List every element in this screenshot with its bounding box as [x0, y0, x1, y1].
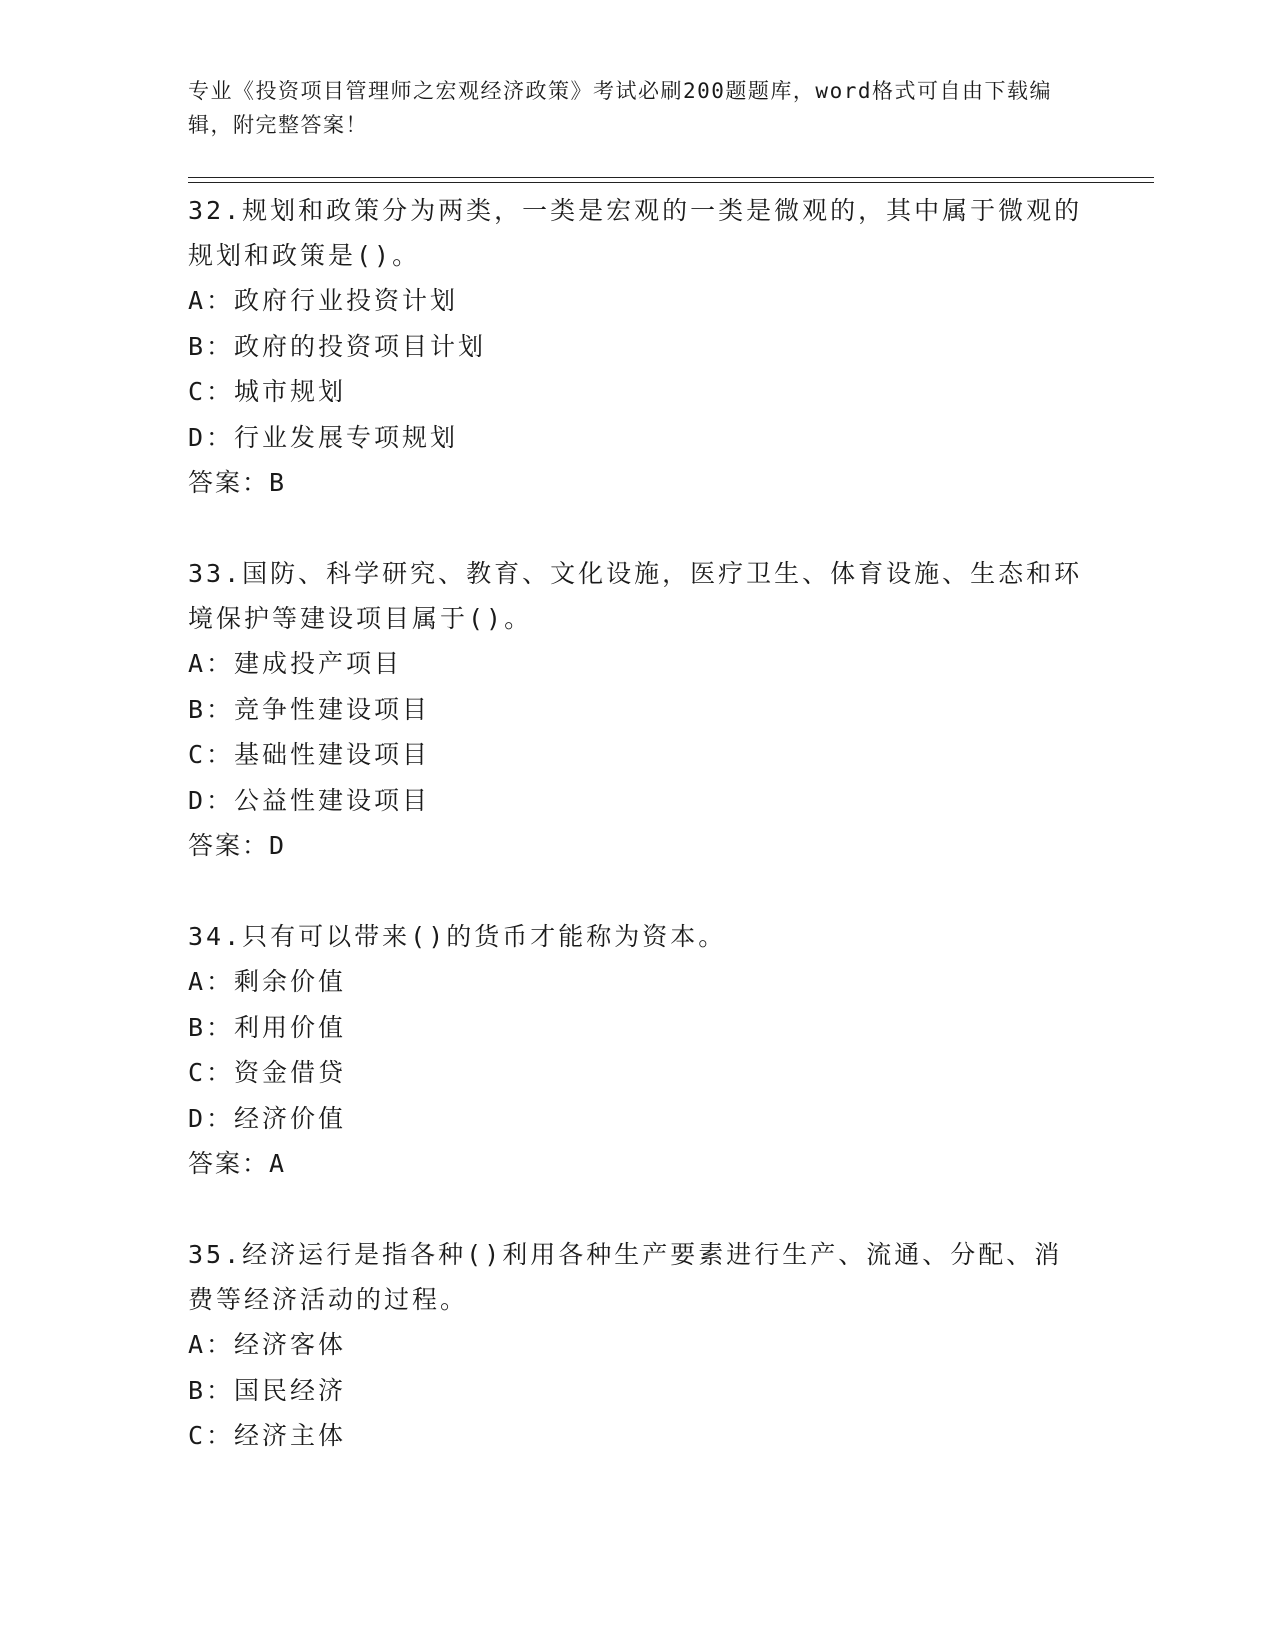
option-d: D：公益性建设项目: [188, 785, 431, 815]
option-b: B：国民经济: [188, 1375, 347, 1405]
option-d: D：经济价值: [188, 1103, 347, 1133]
option-a: A：经济客体: [188, 1330, 347, 1359]
option-b: B：利用价值: [188, 1012, 347, 1042]
question-stem: 35.经济运行是指各种()利用各种生产要素进行生产、流通、分配、消费等经济活动的过程。: [188, 1240, 1063, 1314]
question-stem: 34.只有可以带来()的货币才能称为资本。: [188, 922, 727, 951]
question-33: [188, 551, 1088, 869]
option-a: A：建成投产项目: [188, 649, 403, 678]
question-list: [188, 188, 1088, 1504]
option-c: C：资金借贷: [188, 1058, 347, 1087]
option-a: A：政府行业投资计划: [188, 286, 459, 315]
question-34: [188, 914, 1088, 1187]
header-divider-top: [188, 177, 1154, 178]
answer-value: D: [269, 831, 288, 860]
answer-line: [188, 460, 1088, 506]
option-c: C：城市规划: [188, 377, 347, 406]
answer-label: 答案：: [188, 468, 270, 497]
question-32: [188, 188, 1088, 506]
option-b: B：竞争性建设项目: [188, 694, 431, 724]
option-a: A：剩余价值: [188, 967, 347, 996]
document-header: 专业《投资项目管理师之宏观经济政策》考试必刷200题题库，word格式可自由下载编辑，附完整答案！: [188, 79, 1052, 137]
option-b: B：政府的投资项目计划: [188, 331, 487, 361]
question-35: [188, 1232, 1088, 1459]
option-c: C：经济主体: [188, 1421, 347, 1450]
option-d: D：行业发展专项规划: [188, 422, 459, 452]
answer-label: 答案：: [188, 1149, 270, 1178]
answer-line: [188, 823, 1088, 869]
option-c: C：基础性建设项目: [188, 740, 431, 769]
question-stem: 33.国防、科学研究、教育、文化设施，医疗卫生、体育设施、生态和环境保护等建设项目属于()。: [188, 559, 1083, 633]
header-divider-bottom: [188, 182, 1154, 183]
question-stem: 32.规划和政策分为两类，一类是宏观的一类是微观的，其中属于微观的规划和政策是()。: [188, 196, 1083, 270]
answer-value: A: [269, 1149, 288, 1178]
answer-line: [188, 1141, 1088, 1187]
answer-label: 答案：: [188, 831, 270, 860]
answer-value: B: [269, 468, 288, 497]
